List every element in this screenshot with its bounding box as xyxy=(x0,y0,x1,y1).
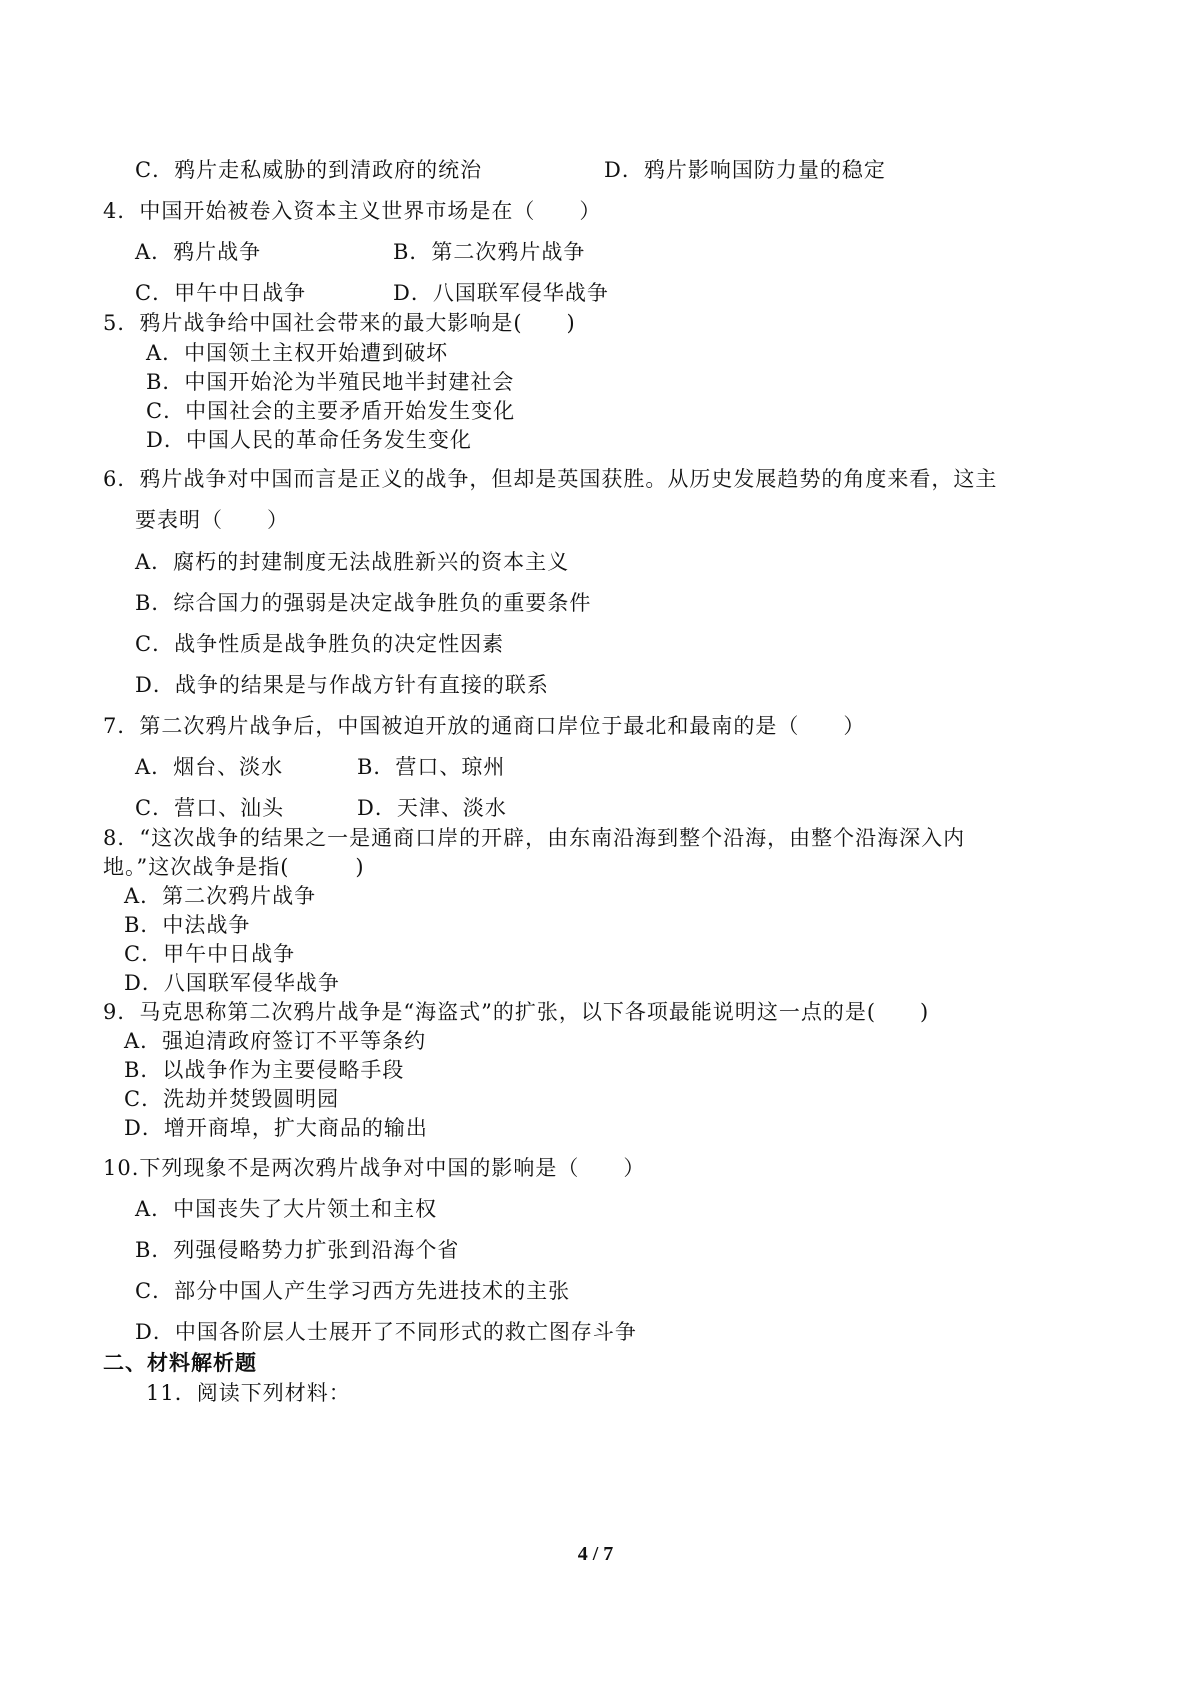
q10-option-b: B．列强侵略势力扩张到沿海个省 xyxy=(135,1238,460,1262)
q3-option-c: C．鸦片走私威胁的到清政府的统治 xyxy=(135,158,483,182)
q8-stem-line2: 地。”这次战争是指( ) xyxy=(103,855,365,879)
q8-option-c: C．甲午中日战争 xyxy=(124,942,296,966)
q5-option-b: B．中国开始沦为半殖民地半封建社会 xyxy=(146,370,515,394)
q9-option-c: C．洗劫并焚毁圆明园 xyxy=(124,1087,340,1111)
q3-option-d: D．鸦片影响国防力量的稳定 xyxy=(604,158,886,182)
q6-option-c: C．战争性质是战争胜负的决定性因素 xyxy=(135,632,505,656)
q7-option-c: C．营口、汕头 xyxy=(135,796,285,820)
q9-option-d: D．增开商埠，扩大商品的输出 xyxy=(124,1116,428,1140)
q5-stem: 5．鸦片战争给中国社会带来的最大影响是( ) xyxy=(103,311,576,335)
q6-option-b: B．综合国力的强弱是决定战争胜负的重要条件 xyxy=(135,591,592,615)
q6-stem-line2: 要表明（ ） xyxy=(135,508,289,532)
page-number: 4 / 7 xyxy=(577,1543,614,1565)
q6-option-d: D．战争的结果是与作战方针有直接的联系 xyxy=(135,673,549,697)
q10-stem: 10.下列现象不是两次鸦片战争对中国的影响是（ ） xyxy=(103,1156,646,1180)
q7-option-b: B．营口、琼州 xyxy=(357,755,506,779)
q8-stem-line1: 8．“这次战争的结果之一是通商口岸的开辟，由东南沿海到整个沿海，由整个沿海深入内 xyxy=(103,826,966,850)
q9-option-b: B．以战争作为主要侵略手段 xyxy=(124,1058,405,1082)
q4-option-b: B．第二次鸦片战争 xyxy=(393,240,586,264)
q9-stem: 9．马克思称第二次鸦片战争是“海盗式”的扩张，以下各项最能说明这一点的是( ) xyxy=(103,1000,930,1024)
q10-option-c: C．部分中国人产生学习西方先进技术的主张 xyxy=(135,1279,571,1303)
q6-option-a: A．腐朽的封建制度无法战胜新兴的资本主义 xyxy=(135,550,570,574)
q4-option-a: A．鸦片战争 xyxy=(135,240,262,264)
q5-option-a: A．中国领土主权开始遭到破坏 xyxy=(146,341,449,365)
q10-option-a: A．中国丧失了大片领土和主权 xyxy=(135,1197,438,1221)
q7-option-a: A．烟台、淡水 xyxy=(135,755,284,779)
q4-stem: 4．中国开始被卷入资本主义世界市场是在（ ） xyxy=(103,199,602,223)
q6-stem-line1: 6．鸦片战争对中国而言是正义的战争，但却是英国获胜。从历史发展趋势的角度来看，这主 xyxy=(103,467,998,491)
q11-stem: 11．阅读下列材料： xyxy=(146,1381,351,1405)
q8-option-b: B．中法战争 xyxy=(124,913,251,937)
q4-option-d: D．八国联军侵华战争 xyxy=(393,281,609,305)
q10-option-d: D．中国各阶层人士展开了不同形式的救亡图存斗争 xyxy=(135,1320,637,1344)
q5-option-d: D．中国人民的革命任务发生变化 xyxy=(146,428,472,452)
q8-option-a: A．第二次鸦片战争 xyxy=(124,884,317,908)
q4-option-c: C．甲午中日战争 xyxy=(135,281,307,305)
q5-option-c: C．中国社会的主要矛盾开始发生变化 xyxy=(146,399,516,423)
q9-option-a: A．强迫清政府签订不平等条约 xyxy=(124,1029,427,1053)
q7-option-d: D．天津、淡水 xyxy=(357,796,507,820)
section-title: 二、材料解析题 xyxy=(103,1350,257,1375)
q8-option-d: D．八国联军侵华战争 xyxy=(124,971,340,995)
q7-stem: 7．第二次鸦片战争后，中国被迫开放的通商口岸位于最北和最南的是（ ） xyxy=(103,714,866,738)
